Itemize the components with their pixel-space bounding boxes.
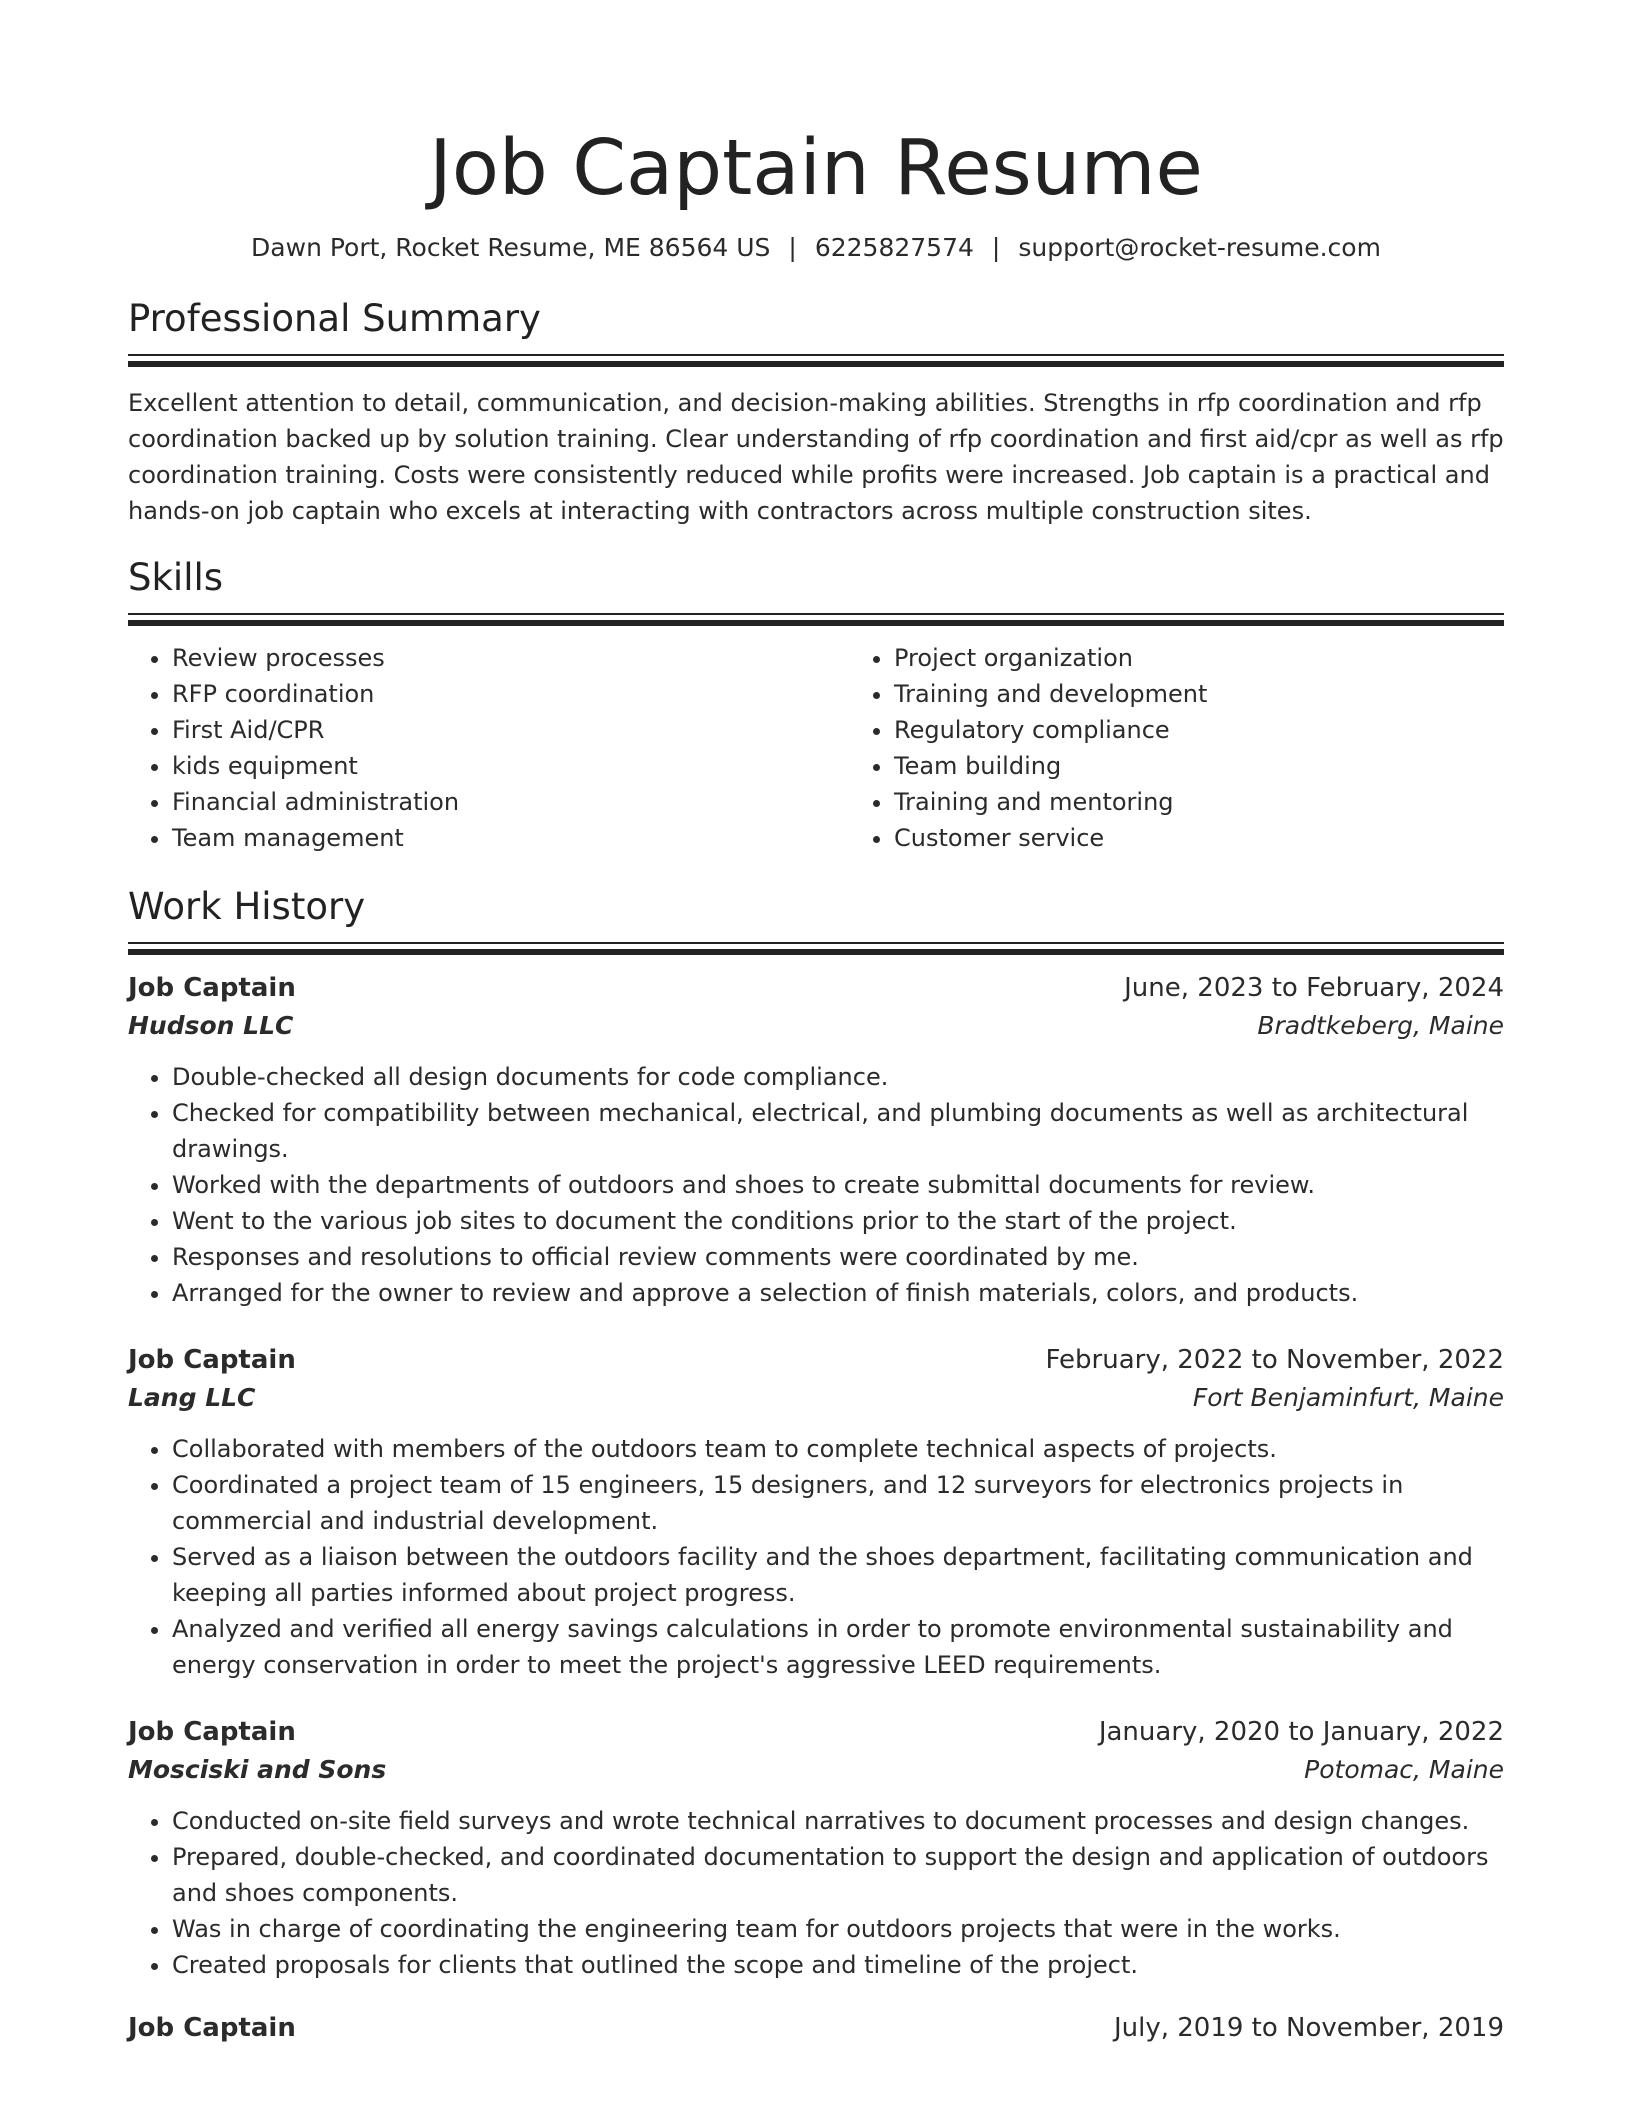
job-title: Job Captain — [128, 973, 296, 1003]
skill-item: • Training and mentoring — [894, 784, 1504, 820]
job-bullet: • Analyzed and verified all energy savings calculations in order to promote environmental sustainability and energy conservation in order to meet the project's aggressive LEED requirements. — [172, 1611, 1504, 1683]
summary-section — [128, 296, 1504, 529]
job-company-row — [128, 1379, 1504, 1417]
section-rule-thick — [128, 620, 1504, 626]
contact-separator: | — [788, 233, 797, 262]
skill-item: • Financial administration — [172, 784, 850, 820]
job-location: Bradtkeberg, Maine — [1257, 1011, 1504, 1040]
job-bullet: • Collaborated with members of the outdoors team to complete technical aspects of projects. — [172, 1431, 1504, 1467]
skill-item: • kids equipment — [172, 748, 850, 784]
job-bullets — [128, 1803, 1504, 1983]
job-entry — [128, 1713, 1504, 1983]
contact-line — [128, 232, 1504, 264]
section-rule-thick — [128, 361, 1504, 367]
job-company-row — [128, 1007, 1504, 1045]
skill-item: • Team building — [894, 748, 1504, 784]
job-company: Lang LLC — [128, 1383, 256, 1412]
job-dates: January, 2020 to January, 2022 — [1098, 1717, 1504, 1747]
job-bullet: • Responses and resolutions to official review comments were coordinated by me. — [172, 1239, 1504, 1275]
job-bullets — [128, 1431, 1504, 1683]
skill-item: • Project organization — [894, 640, 1504, 676]
job-dates: June, 2023 to February, 2024 — [1124, 973, 1504, 1003]
job-entry — [128, 969, 1504, 1311]
skill-item: • Customer service — [894, 820, 1504, 856]
skills-section — [128, 555, 1504, 856]
job-company: Mosciski and Sons — [128, 1755, 387, 1784]
job-title: Job Captain — [128, 2013, 296, 2043]
job-company: Hudson LLC — [128, 1011, 294, 1040]
section-heading-summary: Professional Summary — [128, 297, 541, 340]
section-rule-thin — [128, 613, 1504, 615]
skill-item: • Regulatory compliance — [894, 712, 1504, 748]
job-header-row — [128, 1341, 1504, 1379]
job-title: Job Captain — [128, 1345, 296, 1375]
job-entry — [128, 2009, 1504, 2047]
section-heading-skills: Skills — [128, 556, 224, 599]
job-bullet: • Went to the various job sites to document the conditions prior to the start of the project. — [172, 1203, 1504, 1239]
section-rule-thick — [128, 949, 1504, 955]
skill-item: • Training and development — [894, 676, 1504, 712]
contact-address: Dawn Port, Rocket Resume, ME 86564 US — [251, 233, 771, 262]
job-entry — [128, 1341, 1504, 1683]
job-bullet: • Created proposals for clients that outlined the scope and timeline of the project. — [172, 1947, 1504, 1983]
skill-item: • First Aid/CPR — [172, 712, 850, 748]
job-header-row — [128, 2009, 1504, 2047]
contact-separator: | — [991, 233, 1001, 262]
job-header-row — [128, 969, 1504, 1007]
skill-item: • Team management — [172, 820, 850, 856]
skill-item: • Review processes — [172, 640, 850, 676]
job-location: Potomac, Maine — [1304, 1755, 1504, 1784]
skills-list-left — [128, 640, 850, 856]
job-bullet: • Conducted on-site field surveys and wrote technical narratives to document processes and design changes. — [172, 1803, 1504, 1839]
contact-email: support@rocket-resume.com — [1018, 233, 1381, 262]
job-bullet: • Prepared, double-checked, and coordinated documentation to support the design and application of outdoors and shoes components. — [172, 1839, 1504, 1911]
job-bullet: • Coordinated a project team of 15 engineers, 15 designers, and 12 surveyors for electronics projects in commercial and industrial development. — [172, 1467, 1504, 1539]
work-history-section — [128, 884, 1504, 2047]
job-header-row — [128, 1713, 1504, 1751]
job-bullet: • Arranged for the owner to review and approve a selection of finish materials, colors, and products. — [172, 1275, 1504, 1311]
job-bullet: • Double-checked all design documents for code compliance. — [172, 1059, 1504, 1095]
section-rule-thin — [128, 354, 1504, 356]
summary-text: Excellent attention to detail, communication, and decision-making abilities. Strengths in rfp coordination and rfp coordination backed up by solution training. Clear understanding of rfp coordination and first aid/cpr as well as rfp coordination training. Costs were consistently reduced while profits were increased. Job captain is a practical and hands-on job captain who excels at interacting with contractors across multiple construction sites. — [128, 389, 1504, 525]
contact-phone: 6225827574 — [814, 233, 974, 262]
job-dates: February, 2022 to November, 2022 — [1045, 1345, 1504, 1375]
skills-list-right — [850, 640, 1504, 856]
resume-title: Job Captain Resume — [429, 124, 1203, 213]
section-rule-thin — [128, 942, 1504, 944]
job-bullet: • Worked with the departments of outdoors and shoes to create submittal documents for review. — [172, 1167, 1504, 1203]
job-title: Job Captain — [128, 1717, 296, 1747]
job-company-row — [128, 1751, 1504, 1789]
job-dates: July, 2019 to November, 2019 — [1113, 2013, 1504, 2043]
job-location: Fort Benjaminfurt, Maine — [1192, 1383, 1504, 1412]
job-bullets — [128, 1059, 1504, 1311]
skills-columns — [128, 640, 1504, 856]
job-bullet: • Was in charge of coordinating the engineering team for outdoors projects that were in the works. — [172, 1911, 1504, 1947]
job-bullet: • Checked for compatibility between mechanical, electrical, and plumbing documents as well as architectural drawings. — [172, 1095, 1504, 1167]
skill-item: • RFP coordination — [172, 676, 850, 712]
job-bullet: • Served as a liaison between the outdoors facility and the shoes department, facilitating communication and keeping all parties informed about project progress. — [172, 1539, 1504, 1611]
section-heading-work-history: Work History — [128, 885, 366, 928]
resume-page — [128, 0, 1504, 2047]
